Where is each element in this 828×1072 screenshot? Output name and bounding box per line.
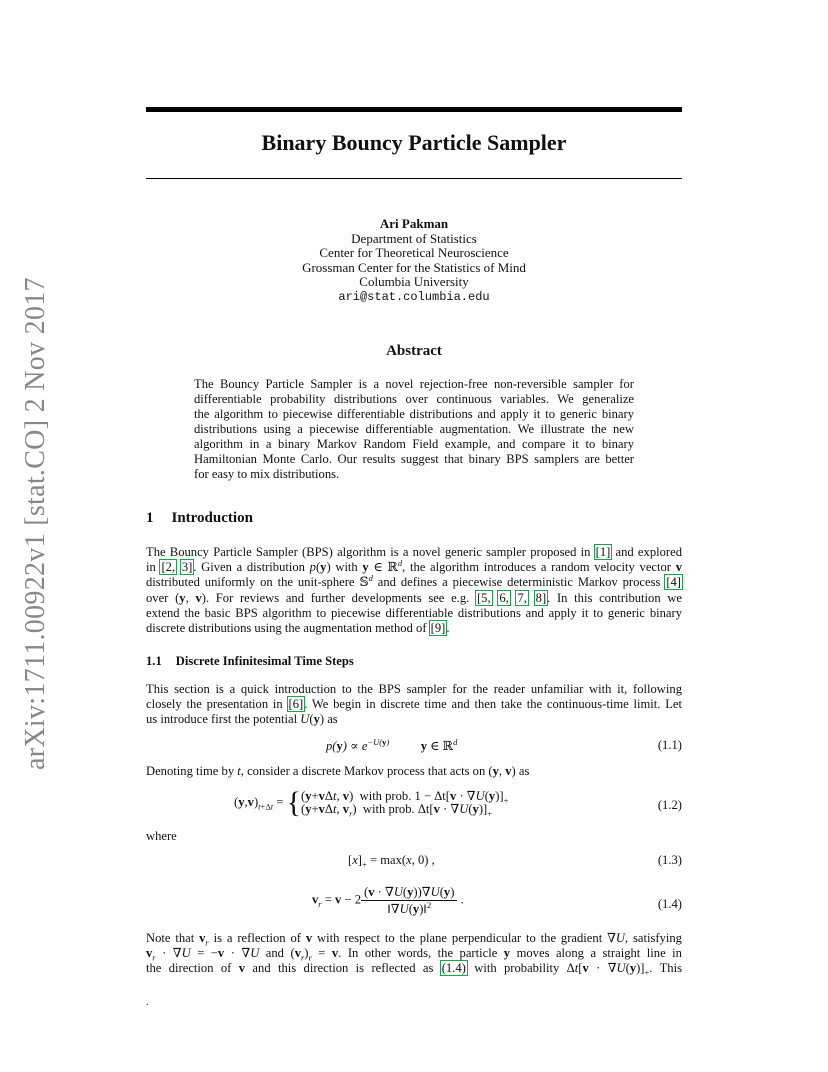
equation-body: $(y,v)_{t+\Delta t}$ = { (y+vΔt, v) with prob. $1 - \Delta t[v \cdot \nabla U(y)]_+$ (y+vΔt, $v_r$) with prob. $\Delta t[v \cdot \nabla U(y)]_+$ — [234, 786, 509, 819]
equation-1-3 — [146, 853, 682, 871]
equation-body: $[x]_+ = \max(x$, 0) , — [348, 853, 435, 870]
equation-1-1 — [146, 738, 682, 756]
abstract-heading: Abstract — [386, 343, 442, 359]
abstract-line: distributions using a piecewise differentiable augmentation. We illustrate the new — [194, 422, 634, 436]
text-line: us introduce first the potential U(y) as — [146, 712, 338, 727]
citation-link[interactable]: 7, — [517, 590, 527, 605]
citation-link[interactable]: [4] — [666, 575, 681, 590]
markov-process-line — [146, 764, 682, 779]
text-line: extend the basic BPS algorithm to piecewise differentiable distributions and apply it to generic binary — [146, 605, 682, 620]
affiliation-line: Center for Theoretical Neuroscience — [319, 245, 509, 261]
text-line: over (y, v). For reviews and further developments see e.g. [5, 6, 7, 8]. In this contribution we — [146, 590, 683, 605]
text-line: Note that $v_r$ is a reflection of v with respect to the plane perpendicular to the gradient ∇U, satisfying — [146, 931, 682, 948]
where-line — [146, 829, 682, 844]
paper-title: Binary Bouncy Particle Sampler — [261, 130, 567, 155]
section-title: Introduction — [171, 510, 253, 526]
citation-link[interactable]: [5, — [476, 590, 491, 605]
citation-link[interactable]: [2, — [161, 560, 176, 575]
author-block — [146, 217, 682, 305]
text-line: distributed uniformly on the unit-sphere 𝕊$^d$ and defines a piecewise deterministic Markov process [4] — [146, 573, 681, 590]
text-line: Denoting time by t, consider a discrete Markov process that acts on (y, v) as — [146, 764, 530, 778]
citation-link[interactable]: [1] — [595, 545, 611, 559]
title-top-rule — [146, 107, 682, 112]
citation-link[interactable]: 8] — [535, 590, 547, 605]
title-bottom-rule — [146, 178, 682, 179]
abstract-line: The Bouncy Particle Sampler is a novel rejection-free non-reversible sampler for — [194, 377, 634, 391]
text-line: where — [146, 829, 177, 843]
affiliation-line: Grossman Center for the Statistics of Mind — [302, 259, 526, 275]
equation-1-4 — [146, 884, 682, 924]
text-line: the direction of v and this direction is reflected as (1.4) with probability $\Delta t[v \cdot \nabla U(y)]_+$. This — [146, 961, 682, 978]
arxiv-sidebar-stamp: arXiv:1711.00922v1 [stat.CO] 2 Nov 2017 — [20, 277, 51, 770]
equation-1-2 — [146, 788, 682, 822]
equation-number: (1.3) — [657, 853, 682, 867]
bps-intro-paragraph — [146, 682, 682, 728]
affiliation-line: Columbia University — [359, 274, 469, 290]
affiliation-line: Department of Statistics — [351, 230, 477, 246]
text-line: $v_r \cdot \nabla U = -v \cdot \nabla U$ and $(v_r)_r = v$. In other words, the particle y moves along a straight line in — [146, 946, 682, 963]
citation-link[interactable]: [9] — [430, 620, 446, 635]
equation-body: $v_r = v - 2$ $\frac{(v \cdot \nabla U(y))\nabla U(y)}{‖\nabla U(y)‖^2}$ . — [312, 885, 464, 916]
intro-paragraph — [146, 545, 682, 636]
text-line: This section is a quick introduction to the BPS sampler for the reader unfamiliar with it, following — [146, 682, 682, 696]
citation-link[interactable]: [6] — [288, 697, 304, 712]
subsection-number: 1.1 — [146, 654, 162, 668]
author-email[interactable]: ari@stat.columbia.edu — [338, 289, 490, 304]
text-line: discrete distributions using the augmentation method of [9]. — [146, 620, 450, 635]
section-number: 1 — [146, 510, 154, 526]
equation-number: (1.4) — [657, 897, 682, 911]
section-heading-introduction — [146, 510, 253, 527]
abstract-line: Hamiltonian Monte Carlo. Our results suggest that binary BPS samplers are better — [194, 452, 634, 466]
abstract-line: for easy to mix distributions. — [194, 467, 340, 481]
author-name: Ari Pakman — [379, 216, 449, 231]
abstract-line: algorithm in a binary Markov Random Field example, and compare it to binary — [194, 437, 634, 451]
equation-number: (1.2) — [657, 798, 682, 812]
text-line: closely the presentation in [6]. We begin in discrete time and then take the continuous-time limit. Let — [146, 697, 682, 712]
abstract-line: the algorithm to piecewise differentiable distributions and apply it to generic binary — [194, 407, 634, 421]
text-line: The Bouncy Particle Sampler (BPS) algorithm is a novel generic sampler proposed in [1] and explored — [146, 545, 682, 559]
equation-number: (1.1) — [657, 738, 682, 752]
text-line: in [2, 3]. Given a distribution p(y) with y ∈ ℝ$^d$, the algorithm introduces a random velocity vector v — [146, 558, 682, 575]
equation-body: $p(y) \propto e^{-U(y)}$ y ∈ ℝ$^d$ — [326, 736, 458, 753]
equation-reference-link[interactable]: (1.4) — [441, 961, 466, 976]
subsection-heading — [146, 654, 354, 669]
abstract-line: differentiable probability distributions over continuous variables. We generalize — [194, 392, 634, 406]
reflection-paragraph — [146, 931, 682, 977]
citation-link[interactable]: 3] — [181, 560, 193, 575]
subsection-title: Discrete Infinitesimal Time Steps — [175, 654, 354, 668]
citation-link[interactable]: 6, — [499, 590, 509, 605]
abstract-body — [194, 377, 634, 482]
footer-mark: . — [146, 997, 149, 1008]
